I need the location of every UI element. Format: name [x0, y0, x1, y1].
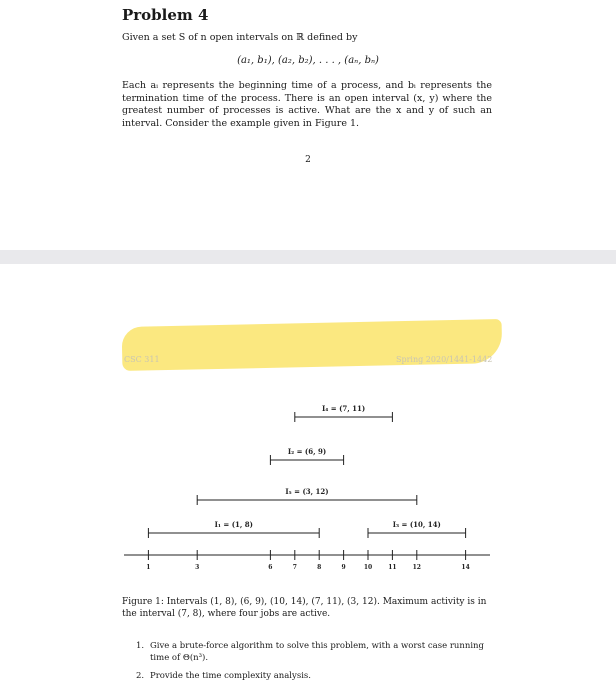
interval-label: I₁ = (1, 8): [214, 520, 253, 529]
axis-tick-label: 3: [195, 564, 200, 571]
question-item: [136, 671, 492, 683]
interval-figure: [0, 395, 616, 585]
axis-tick-label: 14: [461, 564, 470, 571]
question-number: 2.: [136, 671, 145, 681]
figure-caption: Figure 1: Intervals (1, 8), (6, 9), (10, 14), (7, 11), (3, 12). Maximum activity is in the interval (7, 8), where four jobs are active.: [122, 597, 487, 619]
axis-tick-label: 11: [388, 564, 397, 571]
question-text: Provide the time complexity analysis.: [150, 671, 311, 681]
question-number: 1.: [136, 641, 145, 651]
page-header-course: CSC 311: [124, 355, 160, 364]
question-list: [136, 641, 492, 690]
axis-tick-label: 1: [146, 564, 151, 571]
problem-title: Problem 4: [122, 6, 209, 24]
page-header-term: Spring 2020/1441-1442: [396, 355, 493, 364]
page-gap: [0, 250, 616, 264]
problem-paragraph: Each aᵢ represents the beginning time of a process, and bᵢ represents the termination time of the process. There is an open interval (x, y) where the greatest number of processes is active. What are the x and y of such an interval. Consider the example given in Figure 1.: [122, 80, 492, 129]
page-number: 2: [305, 155, 311, 165]
axis-tick-label: 10: [363, 564, 373, 571]
question-item: [136, 641, 492, 664]
axis-tick-label: 9: [341, 564, 346, 571]
interval-label: I₃ = (10, 14): [392, 520, 441, 529]
interval-label: I₅ = (3, 12): [285, 487, 329, 496]
axis-tick-label: 6: [268, 564, 273, 571]
document-page-top: [0, 0, 616, 250]
problem-intro: Given a set S of n open intervals on ℝ defined by: [122, 32, 358, 43]
interval-label: I₂ = (6, 9): [287, 447, 327, 456]
interval-label: I₄ = (7, 11): [321, 404, 366, 413]
axis-tick-label: 8: [317, 564, 322, 571]
axis-tick-label: 12: [412, 564, 421, 571]
interval-formula: (a₁, b₁), (a₂, b₂), . . . , (aₙ, bₙ): [237, 55, 379, 66]
question-text: Give a brute-force algorithm to solve this problem, with a worst case running time of Θ(n³).: [150, 641, 484, 663]
axis-tick-label: 7: [292, 564, 297, 571]
